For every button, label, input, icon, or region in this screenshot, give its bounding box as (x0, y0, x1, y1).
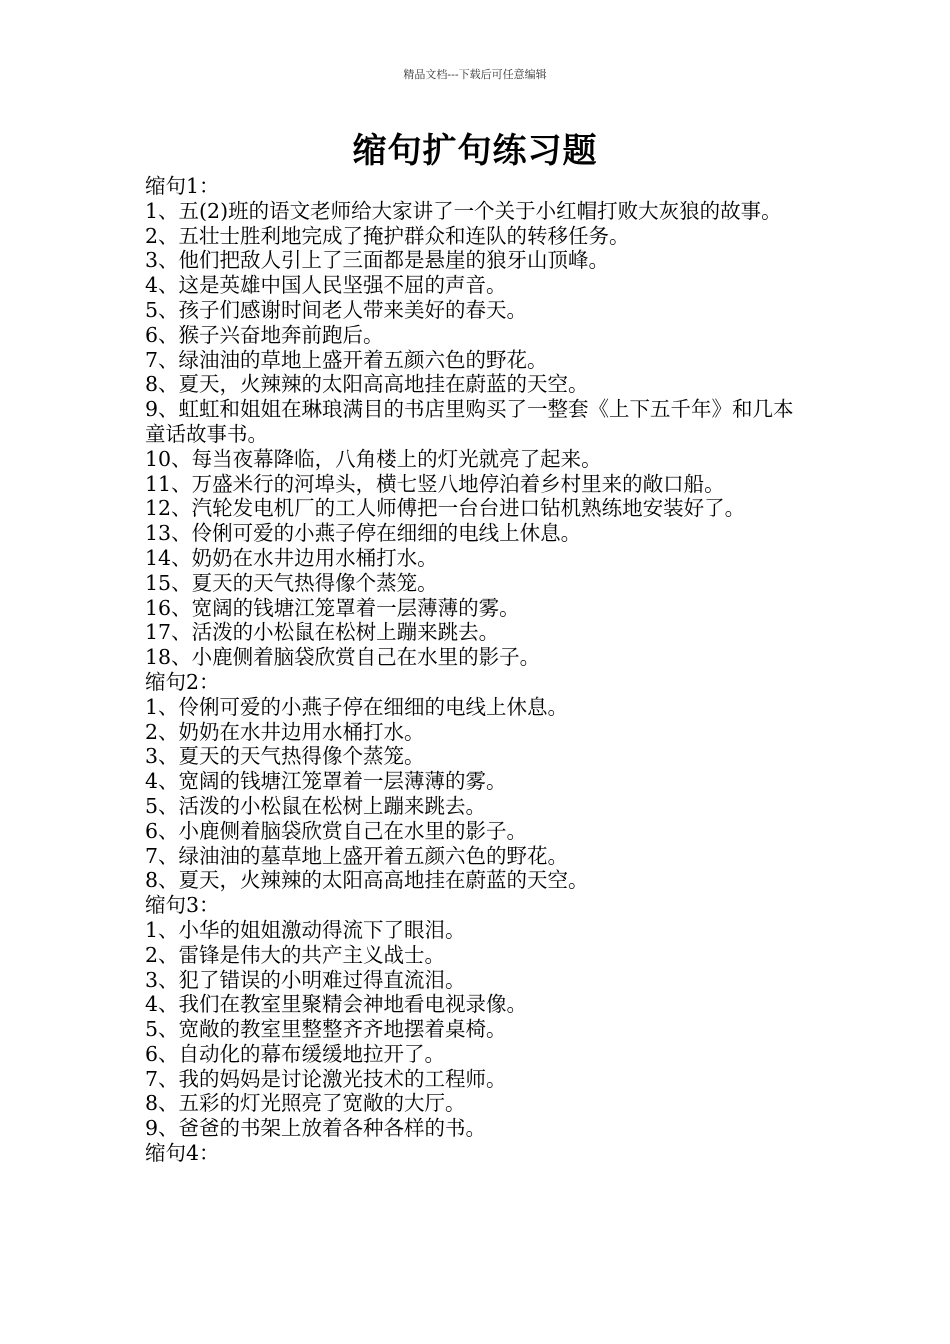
page-header: 精品文档---下载后可任意编辑 (403, 68, 547, 81)
exercise-line: 3、他们把敌人引上了三面都是悬崖的狼牙山顶峰。 (145, 248, 610, 273)
exercise-line: 6、小鹿侧着脑袋欣赏自己在水里的影子。 (145, 818, 528, 843)
exercise-line: 15、夏天的天气热得像个蒸笼。 (145, 570, 438, 595)
exercise-line: 7、我的妈妈是讨论激光技术的工程师。 (145, 1066, 507, 1091)
exercise-line: 8、五彩的灯光照亮了宽敞的大厅。 (145, 1091, 466, 1116)
exercise-line: 12、汽轮发电机厂的工人师傅把一台台进口钻机熟练地安装好了。 (145, 496, 746, 521)
exercise-line: 4、这是英雄中国人民坚强不屈的声音。 (145, 273, 507, 298)
exercise-line: 8、夏天，火辣辣的太阳高高地挂在蔚蓝的天空。 (145, 868, 589, 893)
exercise-line: 9、虹虹和姐姐在琳琅满目的书店里购买了一整套《上下五千年》和几本童话故事书。 (145, 397, 794, 446)
section-heading: 缩句3： (145, 893, 220, 918)
document-title: 缩句扩句练习题 (352, 131, 598, 171)
exercise-line: 9、爸爸的书架上放着各种各样的书。 (145, 1116, 487, 1141)
exercise-line: 5、宽敞的教室里整整齐齐地摆着桌椅。 (145, 1017, 507, 1042)
exercise-line: 16、宽阔的钱塘江笼罩着一层薄薄的雾。 (145, 595, 520, 620)
exercise-line: 1、五(2)班的语文老师给大家讲了一个关于小红帽打败大灰狼的故事。 (145, 198, 782, 223)
exercise-line: 10、每当夜幕降临，八角楼上的灯光就亮了起来。 (145, 446, 602, 471)
exercise-line: 1、伶俐可爱的小燕子停在细细的电线上休息。 (145, 694, 569, 719)
exercise-line: 2、奶奶在水井边用水桶打水。 (145, 719, 425, 744)
exercise-line: 2、雷锋是伟大的共产主义战士。 (145, 942, 446, 967)
section-heading: 缩句2： (145, 669, 220, 694)
exercise-line: 18、小鹿侧着脑袋欣赏自己在水里的影子。 (145, 645, 541, 670)
section-heading: 缩句4： (145, 1141, 220, 1166)
exercise-line: 5、活泼的小松鼠在松树上蹦来跳去。 (145, 793, 487, 818)
exercise-line: 17、活泼的小松鼠在松树上蹦来跳去。 (145, 620, 500, 645)
exercise-line: 2、五壮士胜利地完成了掩护群众和连队的转移任务。 (145, 223, 630, 248)
exercise-line: 11、万盛米行的河埠头，横七竖八地停泊着乡村里来的敞口船。 (145, 471, 725, 496)
exercise-line: 4、宽阔的钱塘江笼罩着一层薄薄的雾。 (145, 769, 507, 794)
exercise-line: 1、小华的姐姐激动得流下了眼泪。 (145, 917, 466, 942)
exercise-line: 3、夏天的天气热得像个蒸笼。 (145, 744, 425, 769)
exercise-line: 6、猴子兴奋地奔前跑后。 (145, 322, 384, 347)
exercise-line: 7、绿油油的草地上盛开着五颜六色的野花。 (145, 347, 548, 372)
exercise-line: 13、伶俐可爱的小燕子停在细细的电线上休息。 (145, 521, 582, 546)
exercise-line: 5、孩子们感谢时间老人带来美好的春天。 (145, 297, 528, 322)
exercise-line: 6、自动化的幕布缓缓地拉开了。 (145, 1041, 446, 1066)
exercise-line: 14、奶奶在水井边用水桶打水。 (145, 545, 438, 570)
exercise-line: 8、夏天，火辣辣的太阳高高地挂在蔚蓝的天空。 (145, 372, 589, 397)
section-heading: 缩句1： (145, 174, 220, 198)
exercise-content (145, 174, 810, 1166)
exercise-line: 7、绿油油的墓草地上盛开着五颜六色的野花。 (145, 843, 569, 868)
exercise-line: 3、犯了错误的小明难过得直流泪。 (145, 967, 466, 992)
exercise-line: 4、我们在教室里聚精会神地看电视录像。 (145, 992, 528, 1017)
